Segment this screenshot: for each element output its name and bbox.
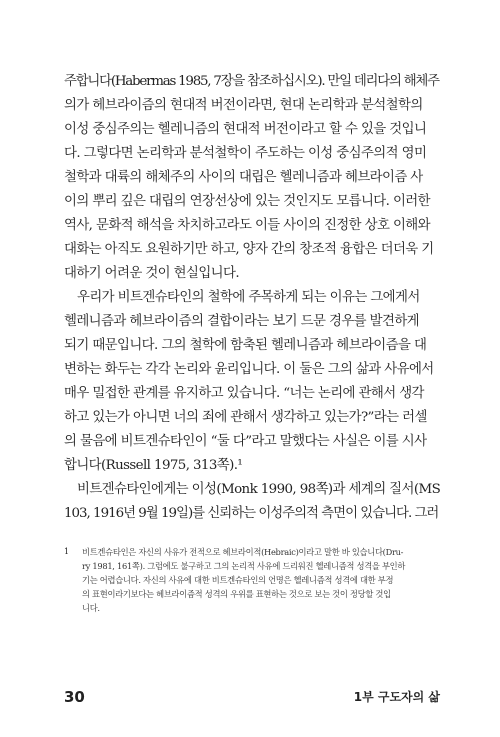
text-line: 의 물음에 비트겐슈타인이 “둘 다”라고 말했다는 사실은 이를 시사 xyxy=(64,434,427,449)
footnote-line: ry 1981, 161쪽). 그럼에도 불구하고 그의 논리적 사유에 드리워진 헬레니즘적 성격을 부인하 xyxy=(82,561,406,571)
paragraph-first-line: 우리가 비트겐슈타인의 철학에 주목하게 되는 이유는 그에게서 xyxy=(77,290,420,305)
text-line: 하고 있는가 아니면 너의 죄에 관해서 생각하고 있는가?”라는 러셀 xyxy=(64,410,427,425)
text-line: 이성 중심주의는 헬레니즘의 현대적 버전이라고 할 수 있을 것입니 xyxy=(64,122,427,137)
footnote-marker: 1 xyxy=(64,547,70,556)
text-line: 이의 뿌리 깊은 대립의 연장선상에 있는 것인지도 모릅니다. 이러한 xyxy=(64,194,430,209)
text-line: 다. 그렇다면 논리학과 분석철학이 주도하는 이성 중심주의적 영미 xyxy=(64,146,427,161)
text-line: 매우 밀접한 관계를 유지하고 있습니다. “너는 논리에 관해서 생각 xyxy=(64,386,424,401)
text-line: 대화는 아직도 요원하기만 하고, 양자 간의 창조적 융합은 더더욱 기 xyxy=(64,242,434,257)
text-line: 헬레니즘과 헤브라이즘의 결합이라는 보기 드문 경우를 발견하게 xyxy=(64,314,419,329)
text-line: 의가 헤브라이즘의 현대적 버전이라면, 현대 논리학과 분석철학의 xyxy=(64,98,423,113)
text-line: 대하기 어려운 것이 현실입니다. xyxy=(64,266,239,281)
paragraph-first-line: 비트겐슈타인에게는 이성(Monk 1990, 98쪽)과 세계의 질서(MS xyxy=(77,482,440,497)
text-line: 철학과 대륙의 해체주의 사이의 대립은 헬레니즘과 헤브라이즘 사 xyxy=(64,170,423,185)
footnote-line: 기는 어렵습니다. 자신의 사유에 대한 비트겐슈타인의 언명은 헬레니즘적 성격에 대한 부정 xyxy=(82,575,394,585)
text-line: 주합니다(Habermas 1985, 7장을 참조하십시오). 만일 데리다의 해체주 xyxy=(64,74,439,89)
running-head: 1부 구도자의 삶 xyxy=(353,690,440,704)
text-line: 되기 때문입니다. 그의 철학에 함축된 헬레니즘과 헤브라이즘을 대 xyxy=(64,338,427,353)
text-line: 103, 1916년 9월 19일)를 신뢰하는 이성주의적 측면이 있습니다. 그러 xyxy=(64,506,439,521)
footnote-line: 비트겐슈타인은 자신의 사유가 전적으로 헤브라이적(Hebraic)이라고 말한 바 있습니다(Dru- xyxy=(82,547,404,557)
footnote-line: 니다. xyxy=(82,603,100,613)
text-line: 변하는 화두는 각각 논리와 윤리입니다. 이 둘은 그의 삶과 사유에서 xyxy=(64,362,434,377)
footnote-line: 의 표현이라기보다는 헤브라이즘적 성격의 우위를 표현하는 것으로 보는 것이 정당할 것입 xyxy=(82,589,391,599)
text-line: 역사, 문화적 해석을 차치하고라도 이들 사이의 진정한 상호 이해와 xyxy=(64,218,430,233)
page-number: 30 xyxy=(64,688,85,706)
text-line: 합니다(Russell 1975, 313쪽).¹ xyxy=(64,458,243,473)
